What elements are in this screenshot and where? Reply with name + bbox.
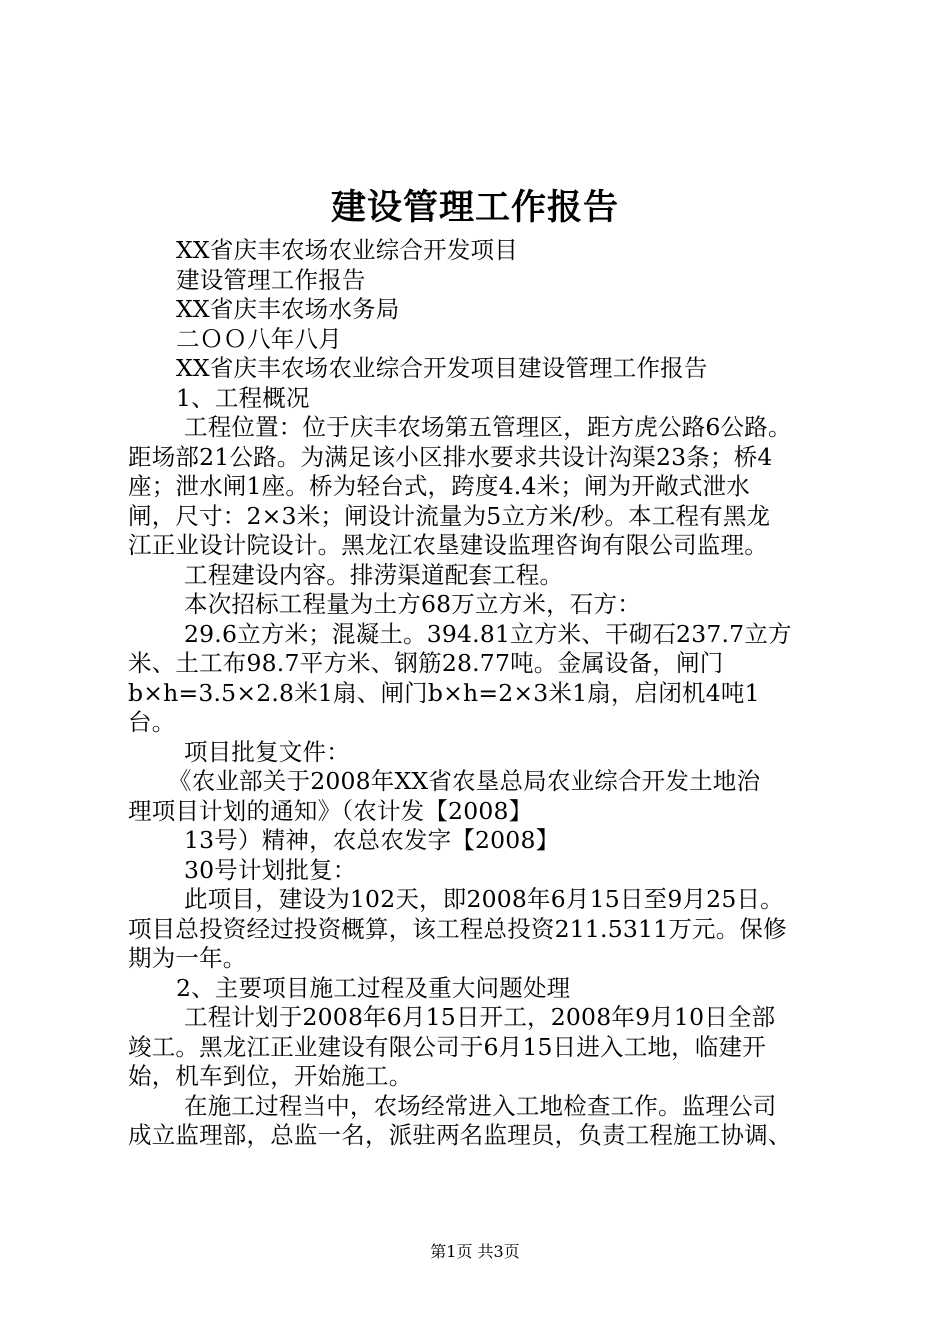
body-line: 始，机车到位，开始施工。	[128, 1062, 413, 1090]
body-line: 工程位置：位于庆丰农场第五管理区，距方虎公路6公路。	[184, 413, 792, 441]
body-line: 13号）精神，农总农发字【2008】	[184, 826, 560, 854]
body-line: 项目批复文件：	[184, 737, 350, 766]
body-line: b×h=3.5×2.8米1扇、闸门b×h=2×3米1扇，启闭机4吨1	[128, 678, 760, 707]
body-line: 《农业部关于2008年XX省农垦总局农业综合开发土地治	[168, 767, 761, 795]
body-line: 项目总投资经过投资概算，该工程总投资211.5311万元。保修	[128, 914, 787, 943]
section-heading: 2、主要项目施工过程及重大问题处理	[176, 973, 571, 1002]
page-footer: 第1页 共3页	[430, 1242, 520, 1261]
body-line: 29.6立方米；混凝土。394.81立方米、干砌石237.7立方	[184, 619, 792, 648]
body-line: 距场部21公路。为满足该小区排水要求共设计沟渠23条；桥4	[128, 442, 773, 471]
body-line: 江正业设计院设计。黑龙江农垦建设监理咨询有限公司监理。	[128, 531, 768, 559]
section-heading: 1、工程概况	[176, 383, 310, 412]
body-line: 30号计划批复：	[184, 855, 357, 884]
body-line: XX省庆丰农场农业综合开发项目建设管理工作报告	[176, 354, 708, 382]
body-line: 竣工。黑龙江正业建设有限公司于6月15日进入工地，临建开	[128, 1032, 766, 1061]
body-line: 座；泄水闸1座。桥为轻台式，跨度4.4米；闸为开敞式泄水	[128, 472, 750, 500]
body-line: 成立监理部，总监一名，派驻两名监理员，负责工程施工协调、	[128, 1121, 792, 1149]
body-line: 工程计划于2008年6月15日开工，2008年9月10日全部	[184, 1003, 776, 1031]
body-line: 期为一年。	[128, 944, 247, 972]
body-line: 此项目，建设为102天，即2008年6月15日至9月25日。	[184, 885, 784, 913]
body-line: 本次招标工程量为土方68万立方米，石方：	[184, 590, 641, 618]
body-line: 二ＯＯ八年八月	[176, 324, 342, 353]
document-title: 建设管理工作报告	[330, 187, 619, 228]
document-body	[128, 236, 838, 1151]
body-line: 台。	[128, 708, 176, 736]
body-line: 在施工过程当中，农场经常进入工地检查工作。监理公司	[184, 1091, 777, 1120]
body-line: 米、土工布98.7平方米、钢筋28.77吨。金属设备，闸门	[128, 649, 724, 677]
body-line: XX省庆丰农场水务局	[176, 295, 400, 323]
body-line: 建设管理工作报告	[176, 265, 366, 294]
body-line: XX省庆丰农场农业综合开发项目	[176, 236, 518, 264]
body-line: 理项目计划的通知》（农计发【2008】	[128, 796, 533, 825]
body-line: 闸，尺寸：2×3米；闸设计流量为5立方米/秒。本工程有黑龙	[128, 501, 771, 530]
body-line: 工程建设内容。排涝渠道配套工程。	[184, 560, 564, 589]
